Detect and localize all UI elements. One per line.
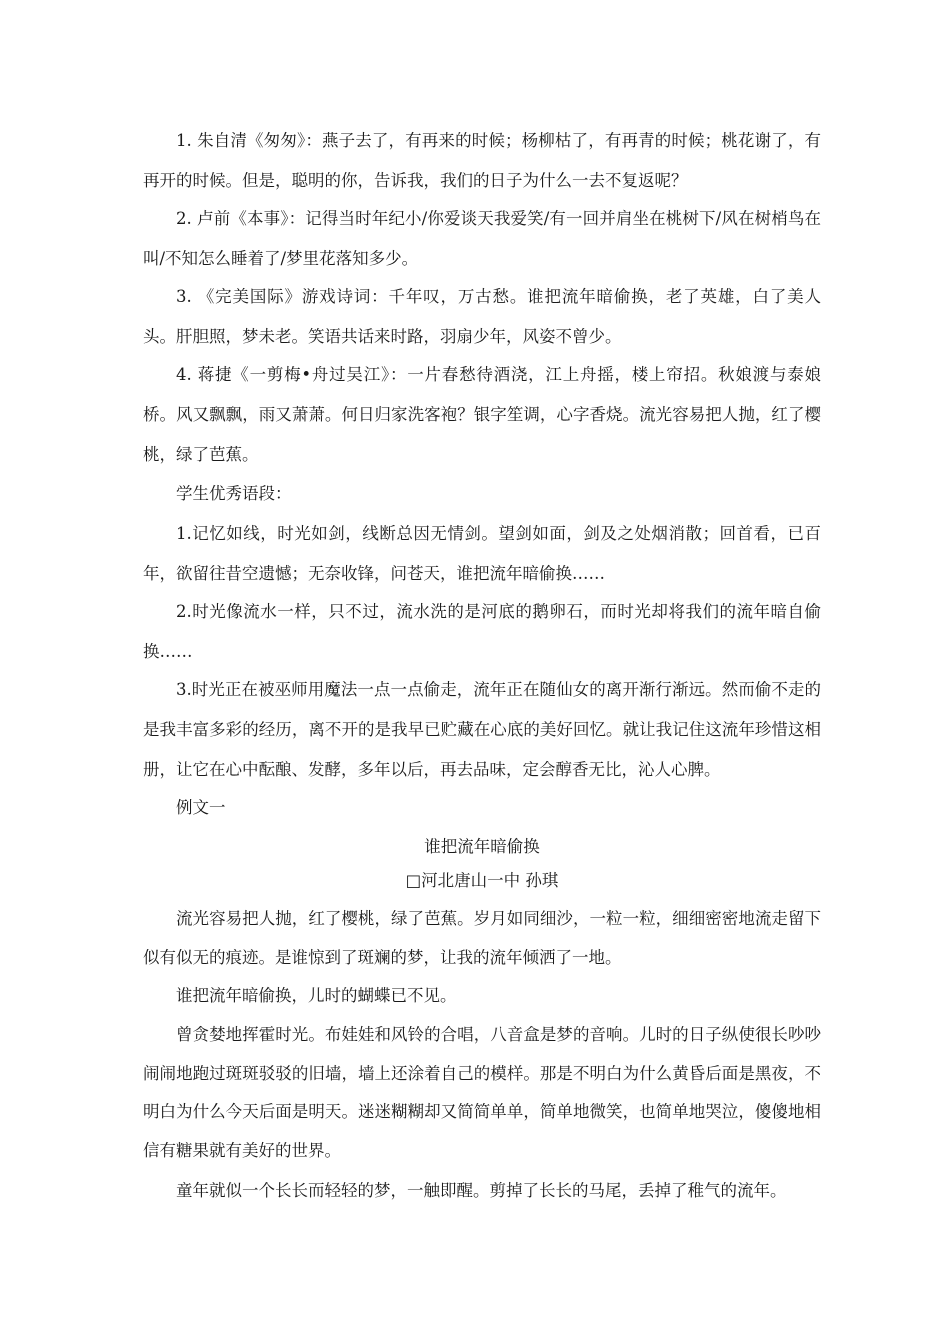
paragraph-quote-game-poem: 3. 《完美国际》游戏诗词：千年叹，万古愁。谁把流年暗偷换，老了英雄，白了美人头。肝胆照，梦未老。笑语共话来时路，羽扇少年，风姿不曾少。 <box>143 287 821 346</box>
paragraph-student-excerpt-3: 3.时光正在被巫师用魔法一点一点偷走，流年正在随仙女的离开渐行渐远。然而偷不走的是我丰富多彩的经历，离不开的是我早已贮藏在心底的美好回忆。就让我记住这流年珍惜这相册，让它在心中酝酿、发酵，多年以后，再去品味，定会醇香无比，沁人心脾。 <box>143 680 821 779</box>
paragraph-student-excerpt-1: 1.记忆如线，时光如剑，线断总因无情剑。望剑如面，剑及之处烟消散；回首看，已百年，欲留往昔空遗憾；无奈收锋，问苍天，谁把流年暗偷换…… <box>143 524 821 583</box>
section-heading-student-excerpts: 学生优秀语段： <box>176 484 292 503</box>
paragraph-quote-lu-qian: 2. 卢前《本事》：记得当时年纪小/你爱谈天我爱笑/有一回并肩坐在桃树下/风在树梢鸟在叫/不知怎么睡着了/梦里花落知多少。 <box>143 209 821 268</box>
paragraph-quote-jiang-jie: 4. 蒋捷《一剪梅•舟过吴江》：一片春愁待酒浇，江上舟摇，楼上帘招。秋娘渡与泰娘桥。风又飘飘，雨又萧萧。何日归家洗客袍？银字笙调，心字香烧。流光容易把人抛，红了樱桃，绿了芭蕉。 <box>143 365 821 464</box>
paragraph-student-excerpt-2: 2.时光像流水一样，只不过，流水洗的是河底的鹅卵石，而时光却将我们的流年暗自偷换…… <box>143 602 821 661</box>
essay-paragraph-3: 曾贪婪地挥霍时光。布娃娃和风铃的合唱，八音盒是梦的音响。儿时的日子纵使很长吵吵闹闹地跑过斑斑驳驳的旧墙，墙上还涂着自己的模样。那是不明白为什么黄昏后面是黑夜，不明白为什么今天后面是明天。迷迷糊糊却又简简单单，简单地微笑，也简单地哭泣，傻傻地相信有糖果就有美好的世界。 <box>143 1025 821 1160</box>
essay-paragraph-2: 谁把流年暗偷换，儿时的蝴蝶已不见。 <box>176 986 457 1005</box>
essay-author: □河北唐山一中 孙琪 <box>405 871 559 890</box>
paragraph-quote-zhu-ziqing: 1. 朱自清《匆匆》：燕子去了，有再来的时候；杨柳枯了，有再青的时候；桃花谢了，有再开的时候。但是，聪明的你，告诉我，我们的日子为什么一去不复返呢？ <box>143 131 821 190</box>
section-heading-example-essay: 例文一 <box>176 798 226 817</box>
essay-paragraph-1: 流光容易把人抛，红了樱桃，绿了芭蕉。岁月如同细沙，一粒一粒，细细密密地流走留下似有似无的痕迹。是谁惊到了斑斓的梦，让我的流年倾洒了一地。 <box>143 909 821 967</box>
essay-title: 谁把流年暗偷换 <box>424 837 540 856</box>
essay-paragraph-4: 童年就似一个长长而轻轻的梦，一触即醒。剪掉了长长的马尾，丢掉了稚气的流年。 <box>176 1181 787 1200</box>
